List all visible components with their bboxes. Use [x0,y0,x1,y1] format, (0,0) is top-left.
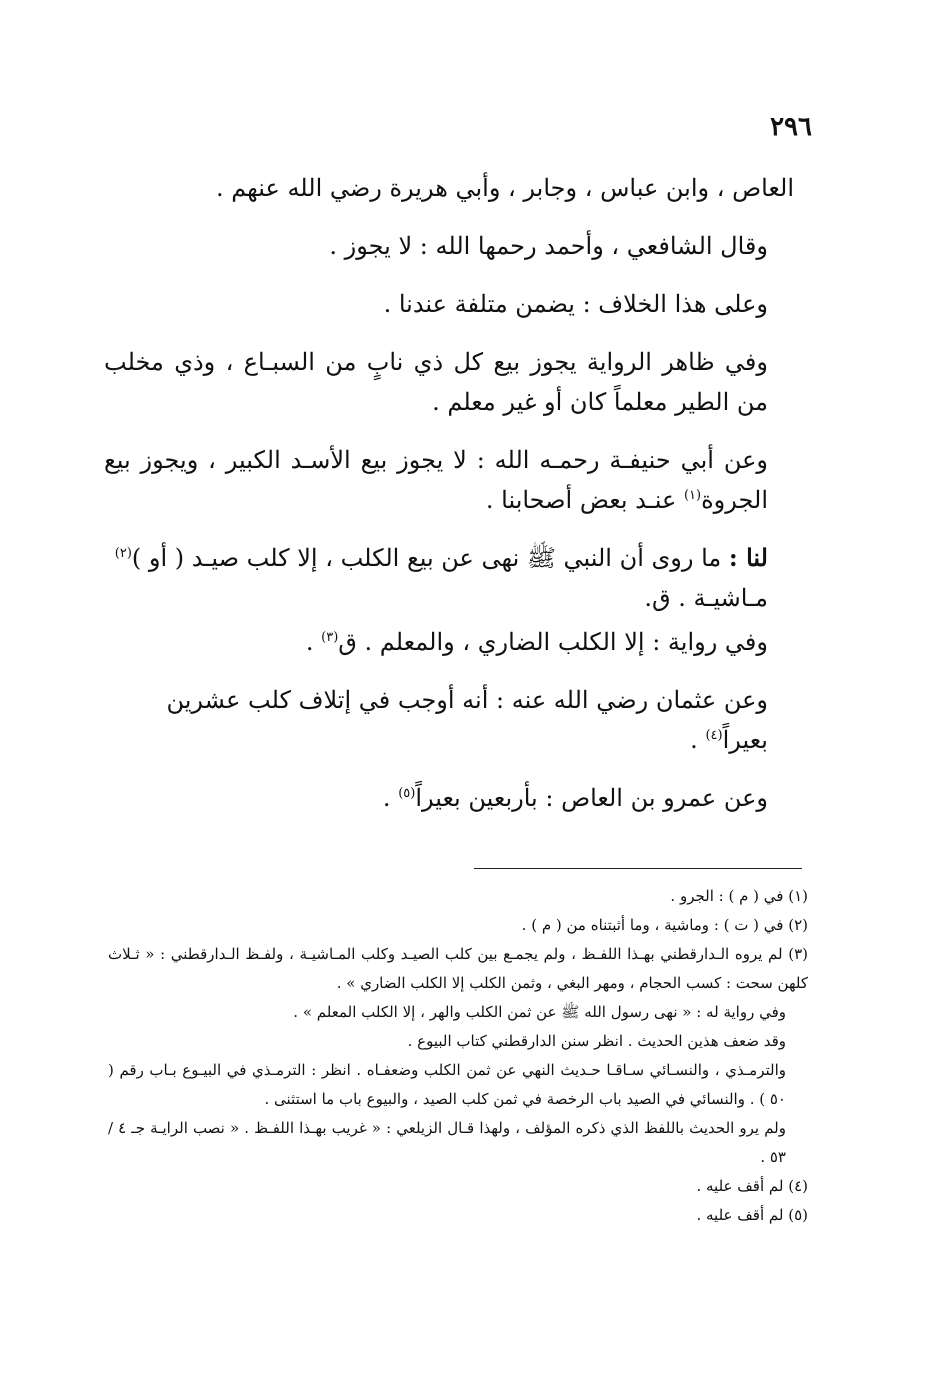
paragraph-text: ما روى أن النبي ﷺ نهى عن بيع الكلب ، إلا كلب صيـد ( أو ) [131,544,729,572]
paragraph-1 [104,168,794,208]
paragraph-9 [104,778,794,818]
main-text [104,168,794,836]
footnote-1: (١) في ( م ) : الجرو . [670,887,808,905]
paragraph-text: مـاشيـة . ق. [644,584,768,612]
footnote-3-continued: وفي رواية له : « نهى رسول الله ﷺ عن ثمن الكلب والهر ، إلا الكلب المعلم » . [293,1003,786,1021]
footnote-ref[interactable]: (٥) [398,786,416,801]
footnote-5: (٥) لم أقف عليه . [696,1206,808,1224]
footnote-2: (٢) في ( ت ) : وماشية ، وما أثبتناه من ( م ) . [521,916,808,934]
footnote-ref[interactable]: (٣) [321,630,339,645]
paragraph-text: وعلى هذا الخلاف : يضمن متلفة عندنا . [383,290,768,318]
footnote-ref[interactable]: (١) [683,488,702,503]
footnote-ref[interactable]: (٤) [705,728,723,743]
footnotes [108,882,808,1230]
paragraph-text: وفي رواية : إلا الكلب الضاري ، والمعلم . ق [338,628,768,656]
paragraph-text: العاص ، وابن عباس ، وجابر ، وأبي هريرة رضي الله عنهم . [215,174,794,202]
footnote-3: (٣) لم يروه الـدارقطني بهـذا اللفـظ ، ولم يجمـع بين كلب الصيـد وكلب المـاشيـة ، ولفـظ الـدارقطني : « ثـلاث كلهن سحت : كسب الحجام ، ومهر البغي ، وثمن الكلب إلا الكلب الضاري » . [108,945,808,992]
paragraph-5 [104,440,794,520]
footnote-separator [474,868,802,869]
paragraph-text: وقال الشافعي ، وأحمد رحمها الله : لا يجوز . [329,232,768,260]
footnote-4: (٤) لم أقف عليه . [696,1177,808,1195]
footnote-3-continued: وقد ضعف هذين الحديث . انظر سنن الدارقطني كتاب البيوع . [407,1032,786,1050]
paragraph-3 [104,284,794,324]
paragraph-text: عنـد بعض أصحابنا . [485,486,684,514]
page-number: ٢٩٦ [770,112,812,142]
paragraph-6 [104,538,794,618]
paragraph-text: وعن عمرو بن العاص : بأربعين بعيراً [415,784,768,812]
paragraph-text: . [690,726,706,754]
footnote-ref[interactable]: (٢) [114,546,132,561]
paragraph-text: وفي ظاهر الرواية يجوز بيع كل ذي نابٍ من السبـاع ، وذي مخلب من الطير معلماً كان أو غير معلم . [104,348,768,416]
paragraph-text: . [382,784,399,812]
bold-lead: لنا : [728,543,768,572]
paragraph-text: . [305,628,322,656]
paragraph-8 [104,680,794,760]
paragraph-4 [104,342,794,422]
paragraph-2 [104,226,794,266]
footnote-3-continued: ولم يرو الحديث باللفظ الذي ذكره المؤلف ، ولهذا قـال الزيلعي : « غريب بهـذا اللفـظ . « نصب الرايـة جـ ٤ / ٥٣ . [108,1119,786,1166]
footnote-3-continued: والترمـذي ، والنسـائي سـاقـا حـديث النهي عن ثمن الكلب وضعفـاه . انظر : الترمـذي في البيـوع بـاب رقم ( ٥٠ ) . والنسائي في الصيد باب الرخصة في ثمن كلب الصيد ، والبيوع باب ما استثنى . [108,1061,786,1108]
paragraph-text: وعن عثمان رضي الله عنه : أنه أوجب في إتلاف كلب عشرين بعيراً [166,686,768,754]
paragraph-text: وعن أبي حنيفـة رحمـه الله : لا يجوز بيع الأسـد الكبير ، ويجوز بيع الجروة [104,446,768,514]
paragraph-7 [104,622,794,662]
